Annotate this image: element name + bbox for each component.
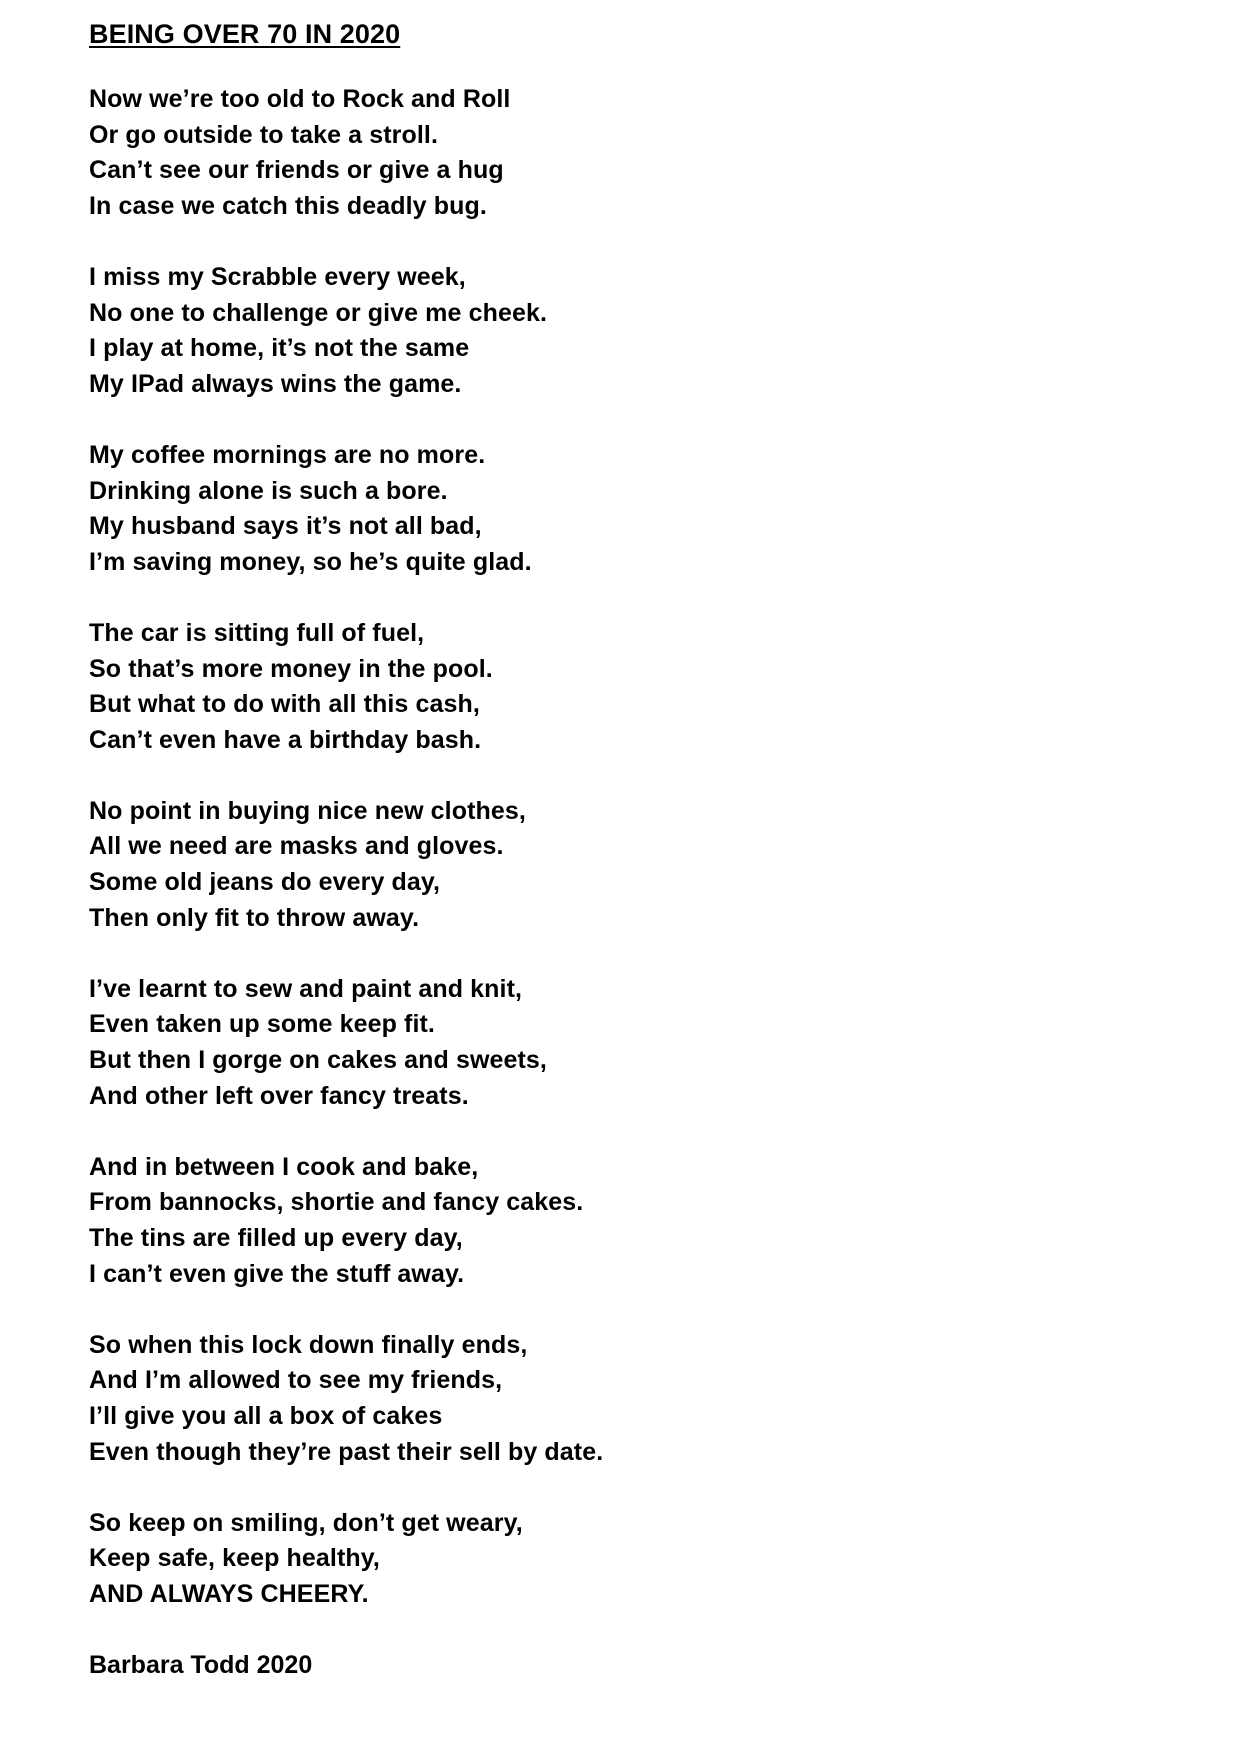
poem-line: Even though they’re past their sell by date. (89, 1437, 604, 1466)
poem-line: I play at home, it’s not the same (89, 334, 470, 363)
stanza-6 (89, 972, 1189, 1114)
stanza-5 (89, 794, 1189, 936)
poem-line: AND ALWAYS CHEERY. (89, 1579, 369, 1608)
poem-line: From bannocks, shortie and fancy cakes. (89, 1188, 584, 1217)
poem-line: I’ve learnt to sew and paint and knit, (89, 974, 523, 1003)
stanza-8 (89, 1328, 1189, 1470)
poem-line: So keep on smiling, don’t get weary, (89, 1508, 523, 1537)
stanza-spacer (89, 1292, 1189, 1328)
poem-line: My husband says it’s not all bad, (89, 512, 482, 541)
poem-line: Drinking alone is such a bore. (89, 476, 448, 505)
poem-line: Then only fit to throw away. (89, 903, 420, 932)
poem-line: And other left over fancy treats. (89, 1081, 469, 1110)
poem-line: And I’m allowed to see my friends, (89, 1366, 503, 1395)
stanza-2 (89, 260, 1189, 402)
stanza-1 (89, 82, 1189, 224)
title-spacer (89, 56, 1189, 82)
poem-page (89, 12, 1189, 1684)
poem-line: My coffee mornings are no more. (89, 440, 486, 469)
stanza-spacer (89, 758, 1189, 794)
poem-line: The car is sitting full of fuel, (89, 618, 425, 647)
poem-line: Can’t see our friends or give a hug (89, 156, 504, 185)
stanza-spacer (89, 580, 1189, 616)
stanza-spacer (89, 224, 1189, 260)
poem-title: BEING OVER 70 IN 2020 (89, 19, 401, 49)
stanza-spacer (89, 1114, 1189, 1150)
poem-line: But then I gorge on cakes and sweets, (89, 1046, 547, 1075)
poem-line: But what to do with all this cash, (89, 690, 480, 719)
stanza-spacer (89, 402, 1189, 438)
poem-line: Now we’re too old to Rock and Roll (89, 85, 511, 113)
poem-line: My IPad always wins the game. (89, 369, 462, 398)
poem-line: So when this lock down finally ends, (89, 1330, 528, 1359)
poem-line: I miss my Scrabble every week, (89, 262, 466, 291)
poem-line: All we need are masks and gloves. (89, 832, 504, 861)
poem-line: Keep safe, keep healthy, (89, 1544, 380, 1573)
poem-line: No one to challenge or give me cheek. (89, 298, 547, 327)
stanza-spacer (89, 1613, 1189, 1649)
poem-line: Even taken up some keep fit. (89, 1010, 435, 1039)
poem-line: Or go outside to take a stroll. (89, 120, 438, 149)
author-signature: Barbara Todd 2020 (89, 1651, 313, 1680)
stanza-7 (89, 1150, 1189, 1292)
poem-line: The tins are filled up every day, (89, 1224, 463, 1252)
poem-line: No point in buying nice new clothes, (89, 796, 526, 825)
poem-line: Can’t even have a birthday bash. (89, 725, 482, 754)
stanza-4 (89, 616, 1189, 758)
poem-line: And in between I cook and bake, (89, 1152, 479, 1181)
poem-line: I’ll give you all a box of cakes (89, 1401, 443, 1430)
poem-line: I can’t even give the stuff away. (89, 1259, 465, 1288)
stanza-9 (89, 1506, 1189, 1613)
poem-line: Some old jeans do every day, (89, 868, 441, 897)
poem-line: In case we catch this deadly bug. (89, 191, 487, 220)
stanza-spacer (89, 1470, 1189, 1506)
poem-line: So that’s more money in the pool. (89, 654, 493, 683)
stanza-spacer (89, 936, 1189, 972)
stanza-3 (89, 438, 1189, 580)
poem-line: I’m saving money, so he’s quite glad. (89, 547, 532, 576)
